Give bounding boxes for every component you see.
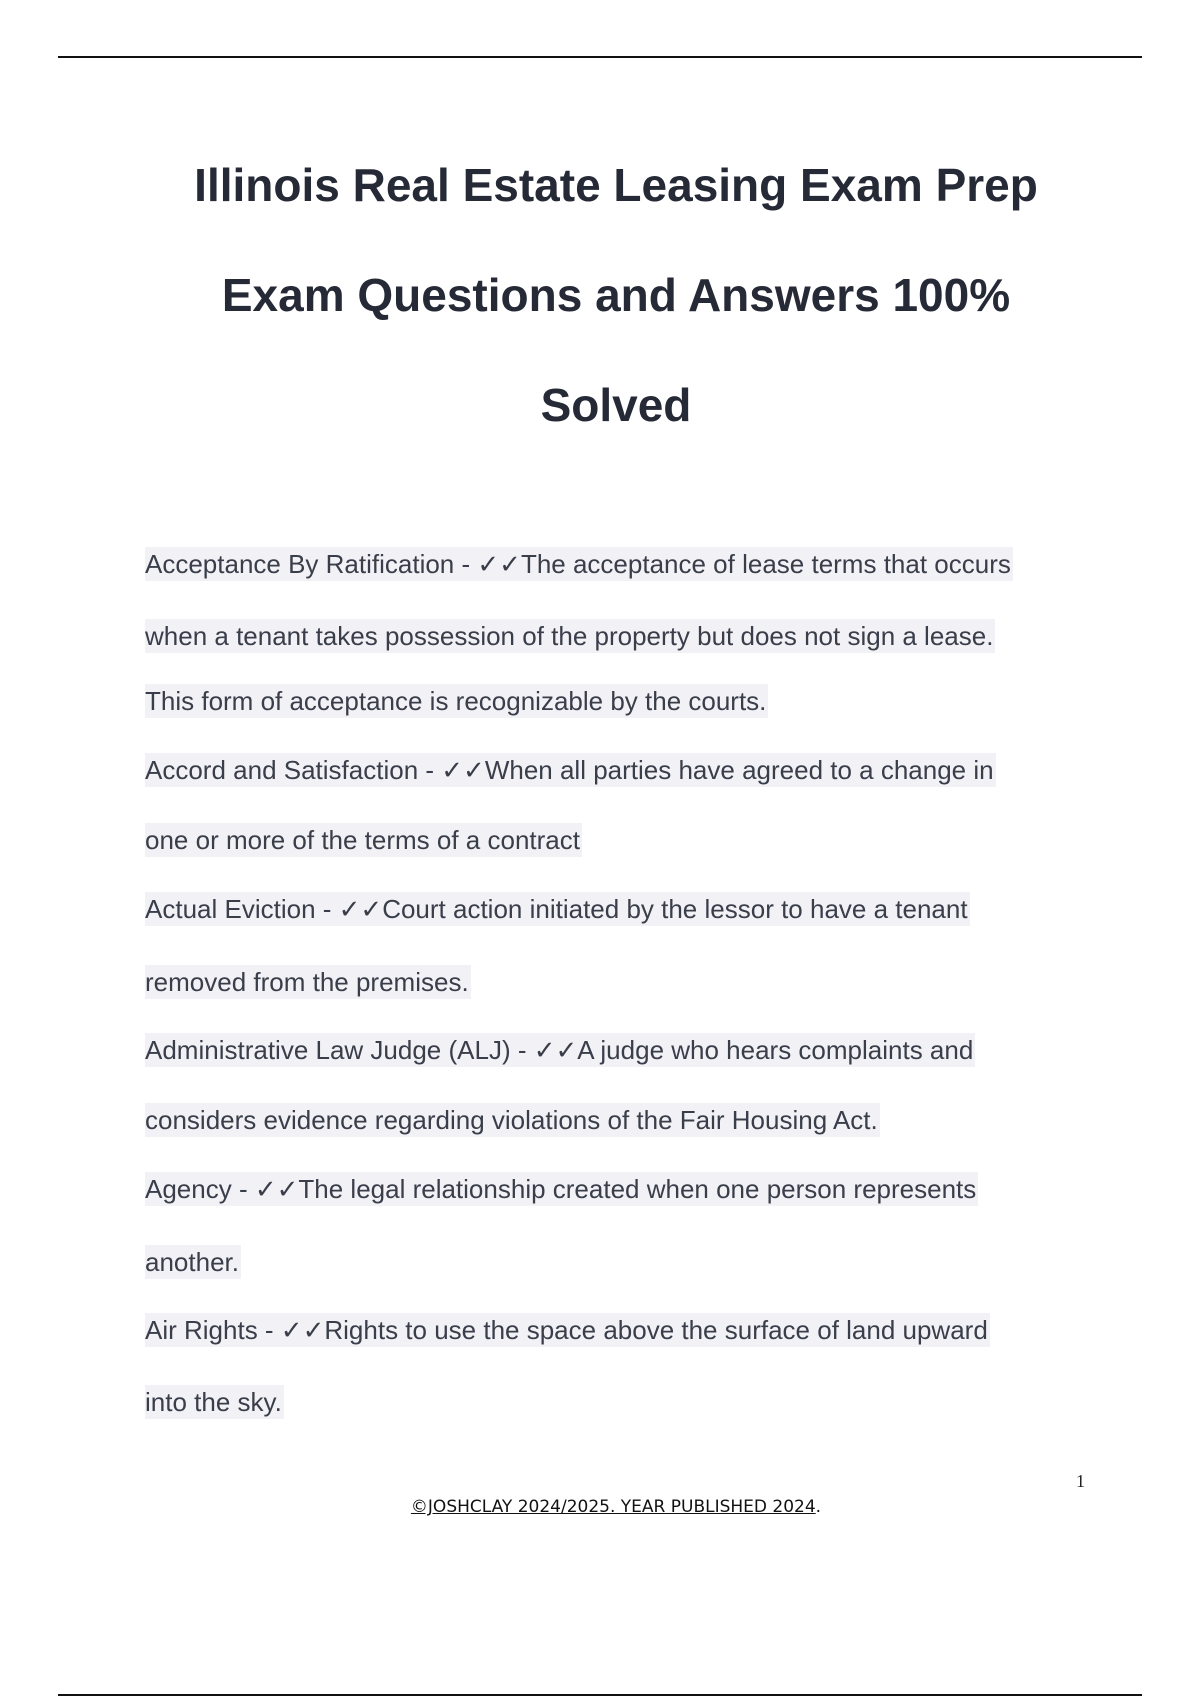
top-rule [58, 56, 1142, 58]
copyright-footer [0, 1497, 1200, 1517]
page-number: 1 [1076, 1471, 1085, 1491]
entry-line: Accord and Satisfaction - ✓✓When all parties have agreed to a change in [145, 755, 994, 785]
copyright-text: ©JOSHCLAY 2024/2025. YEAR PUBLISHED 2024 [410, 1497, 816, 1517]
title-line-2: Exam Questions and Answers 100% [221, 269, 1011, 321]
entry-line: one or more of the terms of a contract [145, 825, 580, 855]
title-line-1: Illinois Real Estate Leasing Exam Prep [194, 159, 1038, 211]
entry-line: Acceptance By Ratification - ✓✓The acceptance of lease terms that occurs [145, 549, 1011, 579]
entry-line: This form of acceptance is recognizable by the courts. [145, 686, 767, 716]
copyright-period: . [815, 1497, 822, 1517]
entry-line: into the sky. [145, 1387, 282, 1417]
title-line-3: Solved [540, 379, 692, 431]
entry-line: Agency - ✓✓The legal relationship created when one person represents [145, 1174, 977, 1204]
entry-line: Administrative Law Judge (ALJ) - ✓✓A judge who hears complaints and [145, 1035, 974, 1065]
entry-line: Air Rights - ✓✓Rights to use the space above the surface of land upward [145, 1315, 988, 1345]
entry-line: Actual Eviction - ✓✓Court action initiated by the lessor to have a tenant [145, 894, 968, 924]
entry-line: when a tenant takes possession of the property but does not sign a lease. [145, 621, 994, 651]
bottom-rule [58, 1694, 1142, 1696]
entry-line: considers evidence regarding violations of the Fair Housing Act. [145, 1105, 878, 1135]
entry-line: another. [145, 1247, 239, 1277]
entry-line: removed from the premises. [145, 967, 469, 997]
document-title [100, 130, 1132, 460]
